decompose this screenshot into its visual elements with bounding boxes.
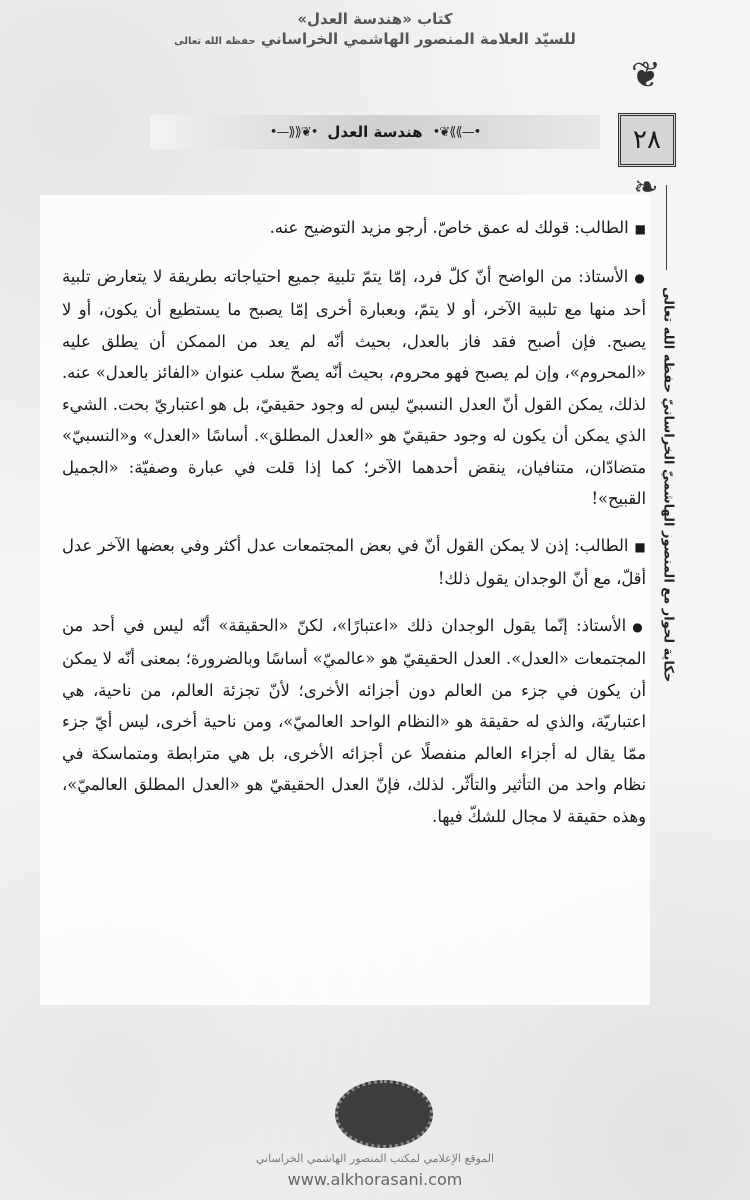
circle-bullet-icon: ● (632, 619, 646, 634)
site-name: الموقع الإعلامي لمكتب المنصور الهاشمي الخراساني (255, 1152, 495, 1165)
square-bullet-icon: ■ (634, 539, 646, 554)
square-bullet-icon: ■ (634, 222, 646, 236)
seal-logo (335, 1080, 433, 1148)
paragraph: ●الأستاذ: إنّما يقول الوجدان ذلك «اعتبارًا»، لكنّ «الحقيقة» أنّه ليس في أحد من المجتمعات «العدل». العدل الحقيقيّ هو «عالميّ» أساسًا وبالضرورة؛ بمعنى أنّه لا يمكن أن يكون في جزء من العالم دون أجزائه الأخرى؛ لأنّ تجزئة العالم، من ناحية، هي اعتباريّة، والذي له حقيقة هو «النظام الواحد العالميّ»، ومن ناحية أخرى، ليس أيّ جزء ممّا يقال له أجزاء العالم منفصلًا عن أجزائه الأخرى، بل هي مترابطة ومتماسكة في نظام واحد من التأثير والتأثّر. لذلك، فإنّ العدل الحقيقيّ هو «العدل المطلق العالميّ»، وهذه حقيقة لا مجال للشكّ فيها. (62, 615, 646, 826)
author-name: للسيّد العلامة المنصور الهاشمي الخراساني (260, 30, 576, 48)
paragraph: ●الأستاذ: من الواضح أنّ كلّ فرد، إمّا يتمّ تلبية جميع احتياجاته بطريقة لا يتعارض تلبية أحد منها مع تلبية الآخر، أو لا يتمّ، وبعبارة أخرى إمّا يصبح ما يستطيع أن يكون، أو لا يصبح. فإن أصبح فقد فاز بالعدل، بحيث أنّه لم يعد من الممكن أن يطلق عليه «المحروم»، وإن لم يصبح فهو محروم، بحيث أنّه يصحّ سلب عنوان «الفائز بالعدل» عنه. لذلك، يمكن القول أنّ العدل النسبيّ ليس له وجود حقيقيّ، بل هو اعتباريّ بحت. الشيء الذي يمكن أن يكون له وجود حقيقيّ هو «العدل المطلق». أساسًا «العدل» و«النسبيّ» متضادّان، متنافيان، ينقض أحدهما الآخر؛ كما إذا قلت في عبارة وصفيّة: «الجميل القبيح»! (62, 266, 646, 508)
running-title: هندسة العدل (327, 123, 423, 141)
side-divider (666, 185, 667, 270)
book-header (150, 10, 600, 48)
book-title: كتاب «هندسة العدل» (297, 10, 453, 28)
ornament-bottom-icon: ❧ (633, 170, 659, 205)
ornament-icon: •❦⟪⟪—• (269, 124, 318, 140)
ornament-icon: •—⟫⟫❦• (432, 124, 481, 140)
side-title: حكاية لحوار مع المنصور الهاشميّ الخراسانيّ حفظه الله تعالى (660, 287, 676, 683)
page-number: ٢٨ (618, 113, 676, 167)
ornament-top-icon: ❦ (630, 55, 662, 96)
paragraph: ■الطالب: إذن لا يمكن القول أنّ في بعض المجتمعات عدل أكثر وفي بعضها الآخر عدل أقلّ، مع أنّ الوجدان يقول ذلك! (62, 535, 646, 588)
paragraph: ■الطالب: قولك له عمق خاصّ. أرجو مزيد التوضيح عنه. (269, 218, 646, 237)
running-header (150, 115, 600, 149)
website-url[interactable]: www.alkhorasani.com (287, 1170, 463, 1189)
author-suffix: حفظه الله تعالى (174, 36, 256, 47)
body-text (62, 212, 646, 847)
circle-bullet-icon: ● (634, 270, 646, 285)
